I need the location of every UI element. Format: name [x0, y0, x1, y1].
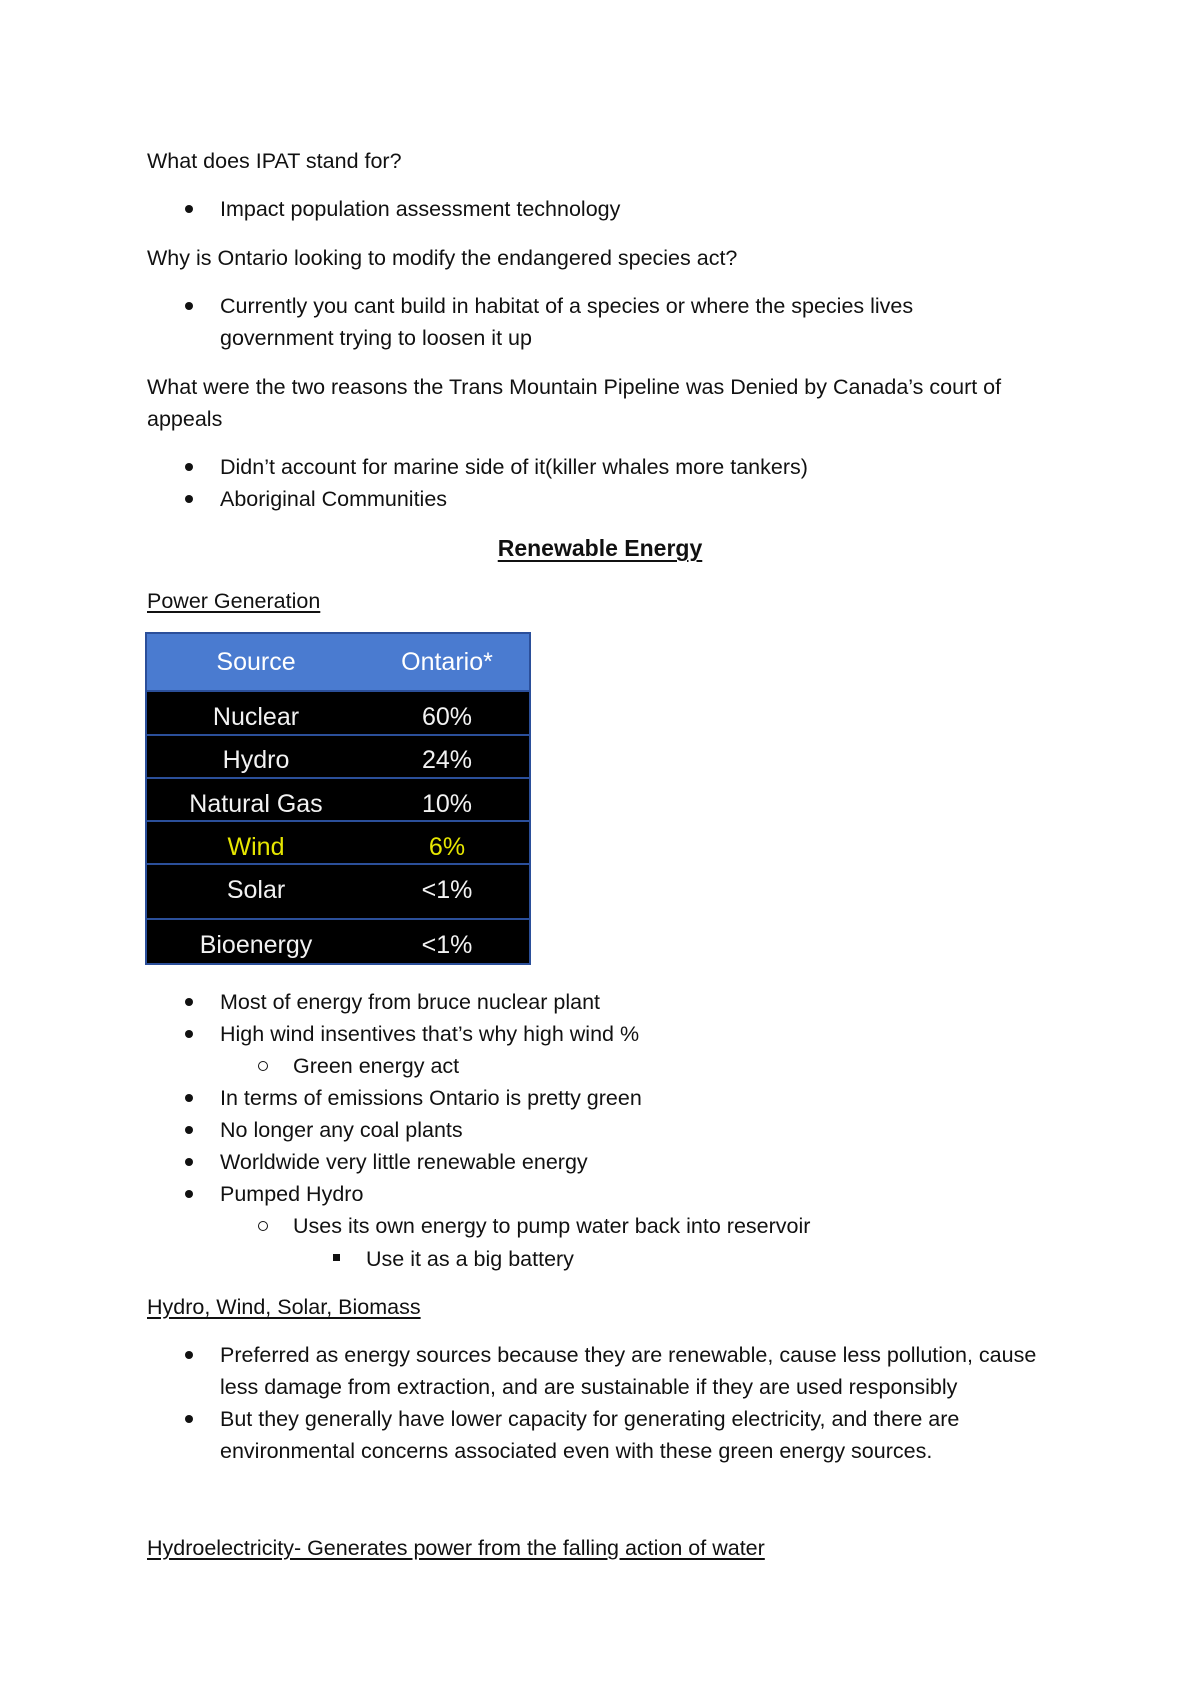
bullet-marker — [185, 1415, 193, 1423]
sub-bullet-marker — [258, 1061, 268, 1071]
renewables-capacity-line-1: But they generally have lower capacity for generating electricity, and there are — [220, 1407, 960, 1431]
table-cell-source: Natural Gas — [189, 790, 323, 818]
bullet-marker — [185, 495, 193, 503]
table-cell-percent: 24% — [421, 746, 473, 774]
answer-pipeline-2: Aboriginal Communities — [220, 487, 448, 511]
renewables-preferred-line-2: less damage from extraction, and are sustainable if they are used responsibly — [220, 1375, 958, 1399]
table-cell-percent: 10% — [421, 790, 473, 818]
table-cell-source: Nuclear — [212, 703, 300, 731]
table-cell-source: Bioenergy — [199, 931, 313, 959]
bullet-marker — [185, 463, 193, 471]
question-endangered-species: Why is Ontario looking to modify the endangered species act? — [147, 246, 738, 270]
table-cell-source: Solar — [226, 876, 286, 904]
table-header-source: Source — [216, 648, 296, 676]
question-ipat: What does IPAT stand for? — [147, 149, 402, 173]
table-cell-percent: 60% — [421, 703, 473, 731]
renewables-capacity-line-2: environmental concerns associated even with these green energy sources. — [220, 1439, 933, 1463]
bullet-marker — [185, 1158, 193, 1166]
bullet-pumped-hydro: Pumped Hydro — [220, 1182, 364, 1206]
question-pipeline-line-2: appeals — [147, 407, 223, 431]
section-title: Renewable Energy — [497, 535, 703, 561]
table-cell-percent: <1% — [421, 931, 473, 959]
answer-ipat: Impact population assessment technology — [220, 197, 621, 221]
hydroelectricity-heading: Hydroelectricity- Generates power from the falling action of water — [147, 1536, 765, 1560]
question-pipeline-line-1: What were the two reasons the Trans Mountain Pipeline was Denied by Canada’s court of — [147, 375, 1002, 399]
bullet-marker — [185, 1126, 193, 1134]
bullet-bruce-nuclear: Most of energy from bruce nuclear plant — [220, 990, 601, 1014]
table-cell-source: Hydro — [222, 746, 290, 774]
table-cell-source-highlighted: Wind — [227, 833, 285, 861]
bullet-marker — [185, 998, 193, 1006]
sub-bullet-pump-water: Uses its own energy to pump water back into reservoir — [293, 1214, 811, 1238]
power-generation-heading: Power Generation — [147, 589, 321, 613]
sub-sub-bullet-battery: Use it as a big battery — [366, 1247, 574, 1271]
answer-endangered-line-2: government trying to loosen it up — [220, 326, 532, 350]
sub-bullet-marker — [258, 1221, 268, 1231]
table-cell-percent-highlighted: 6% — [428, 833, 466, 861]
table-header-ontario: Ontario* — [401, 648, 493, 676]
bullet-marker — [185, 302, 193, 310]
sub-bullet-green-energy-act: Green energy act — [293, 1054, 460, 1078]
bullet-marker — [185, 1190, 193, 1198]
renewables-preferred-line-1: Preferred as energy sources because they are renewable, cause less pollution, cause — [220, 1343, 1037, 1367]
renewables-heading: Hydro, Wind, Solar, Biomass — [147, 1295, 421, 1319]
bullet-marker — [185, 1351, 193, 1359]
table-cell-percent: <1% — [421, 876, 473, 904]
bullet-marker — [185, 1094, 193, 1102]
answer-pipeline-1: Didn’t account for marine side of it(killer whales more tankers) — [220, 455, 808, 479]
bullet-marker — [185, 1030, 193, 1038]
bullet-coal-plants: No longer any coal plants — [220, 1118, 463, 1142]
bullet-emissions: In terms of emissions Ontario is pretty green — [220, 1086, 642, 1110]
sub-sub-bullet-marker — [333, 1254, 340, 1261]
bullet-worldwide: Worldwide very little renewable energy — [220, 1150, 588, 1174]
answer-endangered-line-1: Currently you cant build in habitat of a species or where the species lives — [220, 294, 914, 318]
bullet-marker — [185, 205, 193, 213]
bullet-wind-insentives: High wind insentives that’s why high wind % — [220, 1022, 640, 1046]
table-border — [145, 632, 531, 965]
